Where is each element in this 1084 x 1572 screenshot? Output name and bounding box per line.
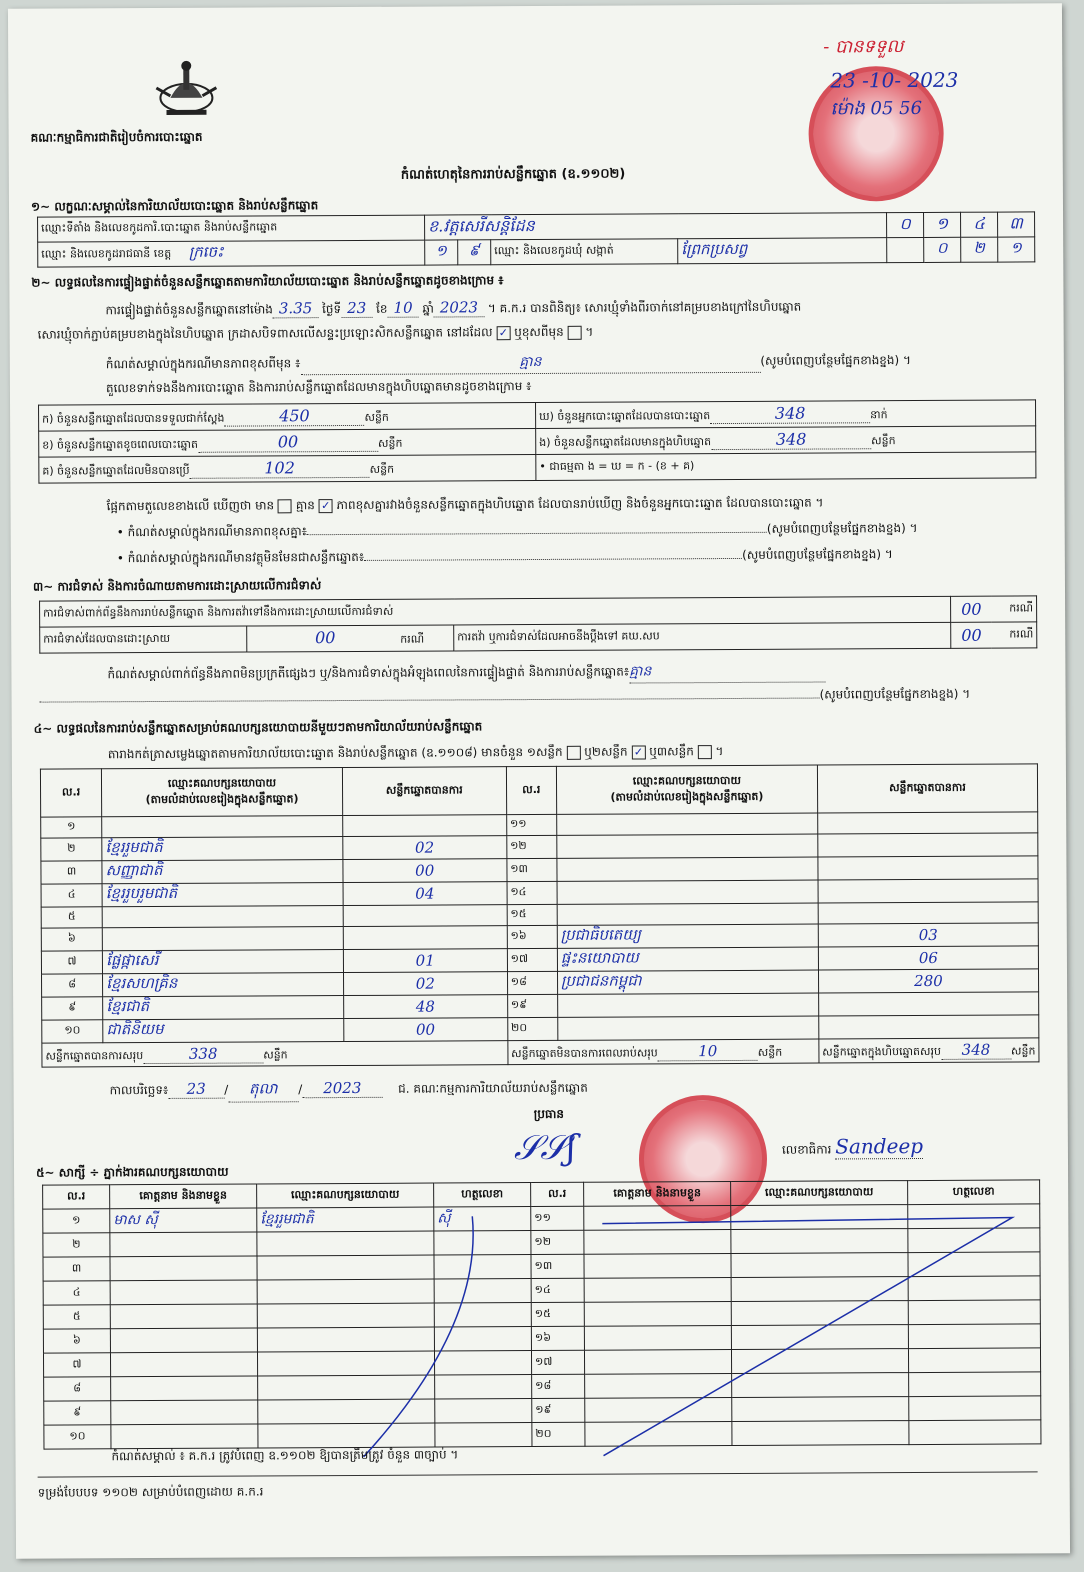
- result-no: ១៤: [507, 881, 557, 904]
- result-votes: 02: [343, 972, 507, 996]
- result-no: ១១: [506, 814, 556, 835]
- footnote: កំណត់សម្គាល់ ៖ គ.ក.រ ត្រូវបំពេញ ឧ.១១០២ ឱ្យបានត្រឹមត្រូវ ចំនួន ៣ច្បាប់ ។: [111, 1447, 459, 1464]
- result-party: [102, 906, 343, 928]
- verify-month: 10: [387, 299, 418, 318]
- witness-no: ៧: [43, 1353, 110, 1377]
- box-ballots-row: ង) ចំនួនសន្លឹកឆ្នោតដែលមានក្នុងហិបឆ្នោត 348 សន្លឹក: [536, 426, 1036, 455]
- result-party: [102, 927, 343, 951]
- secretary-line: លេខាធិការ Sandeep: [781, 1133, 924, 1159]
- received-ballots-row: ក) ចំនួនសន្លឹកឆ្នោតដែលបានទទួលជាក់ស្តែង 450 សន្លឹក: [39, 403, 536, 432]
- has-difference-checkbox[interactable]: [278, 499, 292, 513]
- difference-note-bullet: • កំណត់សម្គាល់ក្នុងករណីមានភាពខុសគ្នា៖ (សូមបំពេញបន្ថែមផ្នែកខាងខ្នង) ។: [116, 521, 918, 540]
- figures-intro: តួលេខទាក់ទងនឹងការបោះឆ្នោត និងការរាប់សន្លឹកឆ្នោតដែលមានក្នុងហិបឆ្នោតមានដូចខាងក្រោម ៖: [105, 379, 532, 396]
- province-code-1: ១: [425, 240, 458, 265]
- witness-table: ល.រ គោត្តនាម និងនាមខ្លួន ឈ្មោះគណបក្សនយោបាយ ហត្ថលេខា ល.រ គោត្តនាម និងនាមខ្លួន ឈ្មោះគណបក្សនយោបាយ ហត្ថលេខា ១ មាស ស៊ី ខ្មែររួមជាតិ ស៊ី ១១ ២ ១២ ៣ ១៣ ៤ ១៤ ៥ ១៥ ៦ ១៦ ៧ ១៧ ៨ ១៨ ៩ ១៩ ១០ ២០: [42, 1179, 1041, 1449]
- result-no: ១: [41, 817, 102, 838]
- witness-no: ១៥: [531, 1302, 584, 1326]
- figures-table: [38, 399, 1036, 483]
- secretary-signature: Sandeep: [835, 1133, 924, 1159]
- valid-total: សន្លឹកឆ្នោតបានការសរុប 338 សន្លឹក: [42, 1041, 508, 1067]
- province-code-2: ៩: [458, 240, 491, 265]
- result-votes: [343, 926, 507, 950]
- received-note: - បានទទួល: [823, 36, 904, 58]
- result-no: ១០: [42, 1020, 103, 1043]
- witness-no: ៤: [43, 1281, 110, 1305]
- result-votes: [818, 992, 1038, 1016]
- form-footer: ទម្រង់បែបបទ ១១០២ សម្រាប់បំពេញដោយ គ.ក.រ: [37, 1484, 264, 1500]
- province-value: ក្រចេះ: [188, 242, 224, 261]
- result-votes: 00: [343, 1018, 507, 1042]
- result-no: ៨: [42, 974, 103, 997]
- witness-no: ១២: [531, 1230, 584, 1254]
- result-party: [557, 993, 818, 1017]
- form-page: [8, 3, 1070, 1558]
- province-label: ឈ្មោះ និងលេខកូដរាជធានី ខេត្ត ក្រចេះ: [38, 240, 425, 267]
- received-date: 23 -10- 2023: [830, 67, 959, 93]
- verify-paragraph-1: ការផ្ទៀងផ្ទាត់ចំនួនសន្លឹកឆ្នោតនៅម៉ោង 3.35 ថ្ងៃទី 23 ខែ 10 ឆ្នាំ 2023 ។ គ.ក.រ បានពិនិត្យ៖ សោរឃ្មុំទាំងពីរចាក់នៅគម្របខាងក្រៅនៃហិបឆ្នោត: [105, 298, 802, 318]
- witness-no: ៩: [44, 1401, 111, 1425]
- section-2-title: ២~ លទ្ធផលនៃការផ្ទៀងផ្ទាត់ចំនួនសន្លឹកឆ្នោតតាមការិយាល័យបោះឆ្នោត និងរាប់សន្លឹកឆ្នោតដូចខាងក្រោម ៖: [31, 273, 504, 290]
- section-1-table: [37, 211, 1035, 267]
- result-party: [557, 834, 818, 858]
- result-votes: 00: [343, 859, 507, 883]
- voters-row: ឃ) ចំនួនអ្នកបោះឆ្នោតដែលបានបោះឆ្នោត 348 នាក់: [536, 400, 1036, 429]
- result-party: [557, 903, 818, 925]
- location-code-4: ៣: [998, 212, 1035, 237]
- section-5-title: ៥~ សាក្សី ÷ ភ្នាក់ងារគណបក្សនយោបាយ: [36, 1164, 229, 1180]
- result-party: ខ្មែររួបរួមជាតិ: [102, 883, 343, 907]
- result-party: ប្រជាជនកម្ពុជា: [557, 970, 818, 994]
- witness-no: ១៧: [531, 1350, 584, 1374]
- witness-no: ២: [43, 1233, 110, 1257]
- commune-code-1: ០: [924, 237, 961, 262]
- same-checkbox[interactable]: ✓: [496, 326, 510, 340]
- result-party: [557, 813, 818, 835]
- witness-no: ៨: [44, 1377, 111, 1401]
- complaints-value: 00: [951, 596, 991, 622]
- witness-no: ៣: [43, 1257, 110, 1281]
- date-line: កាលបរិច្ឆេទ៖ 23 / តុលា / 2023 ជ. គណៈកម្មការការិយាល័យរាប់សន្លឹកឆ្នោត: [110, 1078, 588, 1104]
- result-votes: 280: [818, 969, 1038, 993]
- result-party: ខ្មែរសហគ្រិន: [103, 973, 344, 997]
- irregularity-note: កំណត់សម្គាល់ពាក់ព័ន្ធនឹងភាពមិនប្រក្រតីផ្សេងៗ ឬ/និងការជំទាស់ក្នុងអំឡុងពេលនៃការផ្ទៀងផ្ទាត់ និងការរាប់សន្លឹកឆ្នោត៖គ្មាន: [107, 661, 825, 687]
- foreign-object-note-bullet: • កំណត់សម្គាល់ក្នុងករណីមានវត្ថុមិនមែនជាសន្លឹកឆ្នោត៖ (សូមបំពេញបន្ថែមផ្នែកខាងខ្នង) ។: [116, 547, 893, 566]
- complaints-label: ការជំទាស់ពាក់ព័ន្ធនឹងការរាប់សន្លឹកឆ្នោត និងការតវ៉ាទៅនឹងការដោះស្រាយលើការជំទាស់: [40, 596, 952, 627]
- resolved-label: ការជំទាស់ដែលបានដោះស្រាយ: [40, 626, 247, 653]
- result-no: ១២: [507, 835, 557, 858]
- result-votes: [818, 833, 1038, 857]
- one-sheet-checkbox[interactable]: [566, 745, 580, 759]
- section-1-title: ១~ លក្ខណៈសម្គាល់នៃការិយាល័យបោះឆ្នោត និងរាប់សន្លឹកឆ្នោត: [30, 198, 319, 214]
- different-checkbox[interactable]: [567, 325, 581, 339]
- witness-no: ១៦: [531, 1326, 584, 1350]
- witness-sign: ស៊ី: [434, 1207, 531, 1232]
- form-title: កំណត់ហេតុនៃការរាប់សន្លឹកឆ្នោត (ឧ.១១០២): [400, 166, 626, 183]
- difference-statement: ផ្អែកតាមតួលេខខាងលើ ឃើញថា មាន គ្មាន ✓ ភាពខុសគ្នារវាងចំនួនសន្លឹកឆ្នោតក្នុងហិបឆ្នោត ដែលបានរាប់ឃើញ និងចំនួនអ្នកបោះឆ្នោត ដែលបានបោះឆ្នោត ។: [106, 495, 824, 514]
- commune-code-2: ២: [961, 237, 998, 262]
- national-emblem: [150, 58, 222, 120]
- unused-ballots-row: គ) ចំនួនសន្លឹកឆ្នោតដែលមិនបានប្រើ 102 សន្លឹក: [39, 455, 536, 484]
- two-sheet-checkbox[interactable]: ✓: [631, 745, 645, 759]
- result-party: [558, 1016, 819, 1040]
- location-value: ខ.វត្តសេរីសន្តិដែន: [425, 213, 887, 240]
- witness-no: ១០: [44, 1425, 111, 1449]
- location-code-1: ០: [887, 212, 924, 237]
- result-votes: [819, 1015, 1039, 1039]
- verify-time: 3.35: [273, 299, 319, 318]
- witness-no: ៥: [43, 1305, 110, 1329]
- witness-no: ១១: [531, 1206, 584, 1230]
- chair-signature: 𝒮𝒮ʃ: [513, 1127, 576, 1169]
- invalid-total: សន្លឹកឆ្នោតមិនបានការពេលរាប់សរុប 10 សន្លឹក: [508, 1039, 819, 1065]
- complaints-table: ការជំទាស់ពាក់ព័ន្ធនឹងការរាប់សន្លឹកឆ្នោត និងការតវ៉ាទៅនឹងការដោះស្រាយលើការជំទាស់ 00 ករណី ការជំទាស់ដែលបានដោះស្រាយ 00 ករណី ការតវ៉ា ឬការជំទាស់ដែលអាចនឹងប្តឹងទៅ គឃ.សប 00 ករណី: [39, 595, 1037, 653]
- result-no: ១៩: [507, 994, 557, 1017]
- appeal-value: 00: [951, 622, 991, 648]
- result-party: ខ្មែររួមជាតិ: [102, 837, 343, 861]
- result-no: ២: [41, 838, 102, 861]
- result-no: ១៧: [507, 948, 557, 971]
- appeal-label: ការតវ៉ា ឬការជំទាស់ដែលអាចនឹងប្តឹងទៅ គឃ.សប: [454, 622, 952, 651]
- result-no: ៦: [41, 928, 102, 951]
- location-code-3: ៤: [961, 212, 998, 237]
- sheet-count-line: តារាងកត់ត្រាសម្លេងឆ្នោតតាមការិយាល័យបោះឆ្នោត និងរាប់សន្លឹកឆ្នោត (ឧ.១១០៨) មានចំនួន ១សន្លឹក ឬ២សន្លឹក ✓ ឬ៣សន្លឹក ។: [107, 744, 724, 762]
- result-votes: 01: [343, 949, 507, 973]
- result-party: ប្រជាធិបតេយ្យ: [557, 924, 818, 948]
- result-votes: 06: [818, 946, 1038, 970]
- result-votes: 48: [343, 995, 507, 1019]
- spoiled-ballots-row: ខ) ចំនួនសន្លឹកឆ្នោតខូចពេលបោះឆ្នោត 00 សន្លឹក: [39, 429, 536, 458]
- box-total: សន្លឹកឆ្នោតក្នុងហិបឆ្នោតសរុប 348 សន្លឹក: [819, 1038, 1039, 1063]
- result-no: ៩: [42, 997, 103, 1020]
- result-party: ជាតិនិយម: [103, 1019, 344, 1043]
- section-4-title: ៤~ លទ្ធផលនៃការរាប់សន្លឹកឆ្នោតសម្រាប់គណបក្សនយោបាយនីមួយៗតាមការិយាល័យរាប់សន្លឹកឆ្នោត: [33, 719, 483, 736]
- result-votes: [818, 879, 1038, 903]
- difference-note: កំណត់សម្គាល់ក្នុងករណីមានភាពខុសពីមុន ៖ គ្មាន (សូមបំពេញបន្ថែមផ្នែកខាងខ្នង) ។: [106, 349, 1046, 376]
- result-votes: [818, 902, 1038, 924]
- result-votes: [818, 812, 1038, 834]
- results-table: ល.រ ឈ្មោះគណបក្សនយោបាយ (តាមលំដាប់លេខរៀងក្នុងសន្លឹកឆ្នោត) សន្លឹកឆ្នោតបានការ ល.រ ឈ្មោះគណបក្សនយោបាយ (តាមលំដាប់លេខរៀងក្នុងសន្លឹកឆ្នោត) សន្លឹកឆ្នោតបានការ ១ ១១ ២ ខ្មែររួមជាតិ 02 ១២ ៣ សញ្ញាជាតិ 00 ១៣ ៤ ខ្មែររួបរួមជាតិ 04 ១៤ ៥ ១៥ ៦ ១៦ ប្រជាធិបតេយ្យ 03 ៧ ផ្លែផ្កាសេរី 01 ១៧ ផ្ទះនយោបាយ 06 ៨ ខ្មែរសហគ្រិន 02 ១៨ ប្រជាជនកម្ពុជា 280 ៩ ខ្មែរជាតិ 48 ១៩ ១០ ជាតិនិយម 00 ២០ សន្លឹកឆ្នោតបានការសរុប 338 សន្លឹក សន្លឹកឆ្នោតមិនបានការពេលរាប់សរុប 10 សន្លឹក សន្លឹកឆ្នោតក្នុងហិបឆ្នោតសរុប 348 សន្លឹក: [40, 763, 1040, 1067]
- result-votes: [343, 905, 507, 927]
- witness-no: ២០: [532, 1422, 585, 1446]
- witness-no: ៦: [43, 1329, 110, 1353]
- result-party: [557, 857, 818, 881]
- result-party: ផ្លែផ្កាសេរី: [103, 950, 344, 974]
- chair-label: ប្រធាន: [533, 1106, 565, 1122]
- result-votes: 04: [343, 882, 507, 906]
- witness-name: មាស ស៊ី: [110, 1208, 257, 1233]
- result-no: ៤: [41, 884, 102, 907]
- result-votes: [818, 856, 1038, 880]
- witness-no: ១៩: [532, 1398, 585, 1422]
- three-sheet-checkbox[interactable]: [698, 745, 712, 759]
- result-no: ១៨: [507, 971, 557, 994]
- section-3-title: ៣~ ការជំទាស់ និងការចំណាយតាមការដោះស្រាយលើការជំទាស់: [32, 578, 322, 594]
- received-time: ម៉ោង 05 56: [830, 97, 923, 120]
- committee-name: គណៈកម្មាធិការជាតិរៀបចំការបោះឆ្នោត: [30, 129, 203, 145]
- location-label: ឈ្មោះទីតាំង និងលេខកូដការិ.បោះឆ្នោត និងរាប់សន្លឹកឆ្នោត: [38, 215, 425, 242]
- irregularity-note-line2: (សូមបំពេញបន្ថែមផ្នែកខាងខ្នង) ។: [40, 685, 1038, 708]
- result-votes: 02: [343, 836, 507, 860]
- result-no: ១៣: [507, 858, 557, 881]
- verify-year: 2023: [434, 298, 484, 317]
- result-no: ២០: [507, 1017, 557, 1040]
- commune-label: ឈ្មោះ និងលេខកូដឃុំ សង្កាត់: [491, 239, 678, 265]
- formula: • ជាធម្មតា ង = ឃ = ក - (ខ + គ): [536, 452, 1036, 481]
- result-party: [557, 880, 818, 904]
- resolved-cell: 00 ករណី: [247, 625, 454, 652]
- witness-no: ១៤: [531, 1278, 584, 1302]
- result-no: ៧: [41, 951, 102, 974]
- result-no: ៥: [41, 907, 102, 928]
- location-code-2: ១: [924, 212, 961, 237]
- result-no: ១៥: [507, 904, 557, 925]
- witness-no: ១៣: [531, 1254, 584, 1278]
- strike-lines: [42, 1203, 1041, 1468]
- result-votes: [342, 815, 506, 837]
- result-party: ខ្មែរជាតិ: [103, 996, 344, 1020]
- result-party: សញ្ញាជាតិ: [102, 860, 343, 884]
- no-difference-checkbox[interactable]: ✓: [319, 499, 333, 513]
- result-no: ១៦: [507, 925, 557, 948]
- witness-no: ១៨: [532, 1374, 585, 1398]
- result-no: ៣: [41, 861, 102, 884]
- verify-paragraph-2: សោរឃ្មុំចាក់ភ្ជាប់គម្របខាងក្នុងនៃហិបឆ្នោត ក្រដាសបិទពាសលើសន្ទះប្រឡោះសិកសន្លឹកឆ្នោត នៅដដែល ✓ ឬខុសពីមុន ។: [37, 324, 594, 342]
- commune-code-3: ១: [998, 237, 1035, 262]
- result-party: ផ្ទះនយោបាយ: [557, 947, 818, 971]
- verify-day: 23: [341, 299, 372, 318]
- result-party: [102, 816, 343, 838]
- commune-value: ព្រែកប្រសព្វ: [678, 238, 887, 264]
- witness-party: ខ្មែររួមជាតិ: [257, 1207, 434, 1232]
- result-votes: 03: [818, 923, 1038, 947]
- witness-no: ១: [43, 1209, 110, 1233]
